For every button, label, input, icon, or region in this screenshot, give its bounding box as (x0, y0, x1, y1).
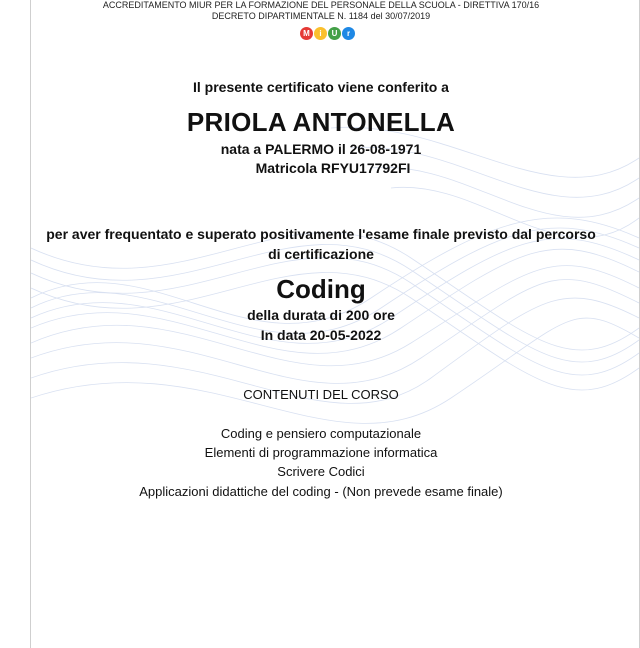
certificate-content (31, 0, 639, 648)
birth-info: nata a PALERMO il 26-08-1971 (220, 141, 422, 157)
matricola: Matricola RFYU17792FI (255, 160, 411, 176)
contents-item: Applicazioni didattiche del coding - (Non prevede esame finale) (139, 484, 503, 499)
course-date: In data 20-05-2022 (260, 327, 382, 343)
logo-letter-u: U (328, 27, 341, 40)
reason-line-2: di certificazione (268, 246, 374, 262)
recipient-name: PRIOLA ANTONELLA (186, 107, 456, 137)
contents-item: Elementi di programmazione informatica (204, 445, 438, 460)
logo-letter-m: M (300, 27, 313, 40)
course-title: Coding (276, 274, 366, 304)
accreditation-line: ACCREDITAMENTO MIUR PER LA FORMAZIONE DEL PERSONALE DELLA SCUOLA - DIRETTIVA 170/16 (102, 0, 540, 10)
contents-item: Scrivere Codici (277, 464, 365, 479)
contents-item: Coding e pensiero computazionale (220, 426, 422, 441)
certificate-intro: Il presente certificato viene conferito a (193, 79, 449, 95)
course-duration: della durata di 200 ore (247, 307, 395, 323)
logo-letter-r: r (342, 27, 355, 40)
certificate-page (30, 0, 640, 648)
contents-title: CONTENUTI DEL CORSO (243, 387, 399, 402)
logo-letter-i: i (314, 27, 327, 40)
reason-line-1: per aver frequentato e superato positivamente l'esame finale previsto dal percorso (46, 226, 596, 242)
miur-logo (300, 27, 355, 44)
decree-line: DECRETO DIPARTIMENTALE N. 1184 del 30/07/2019 (211, 11, 431, 21)
